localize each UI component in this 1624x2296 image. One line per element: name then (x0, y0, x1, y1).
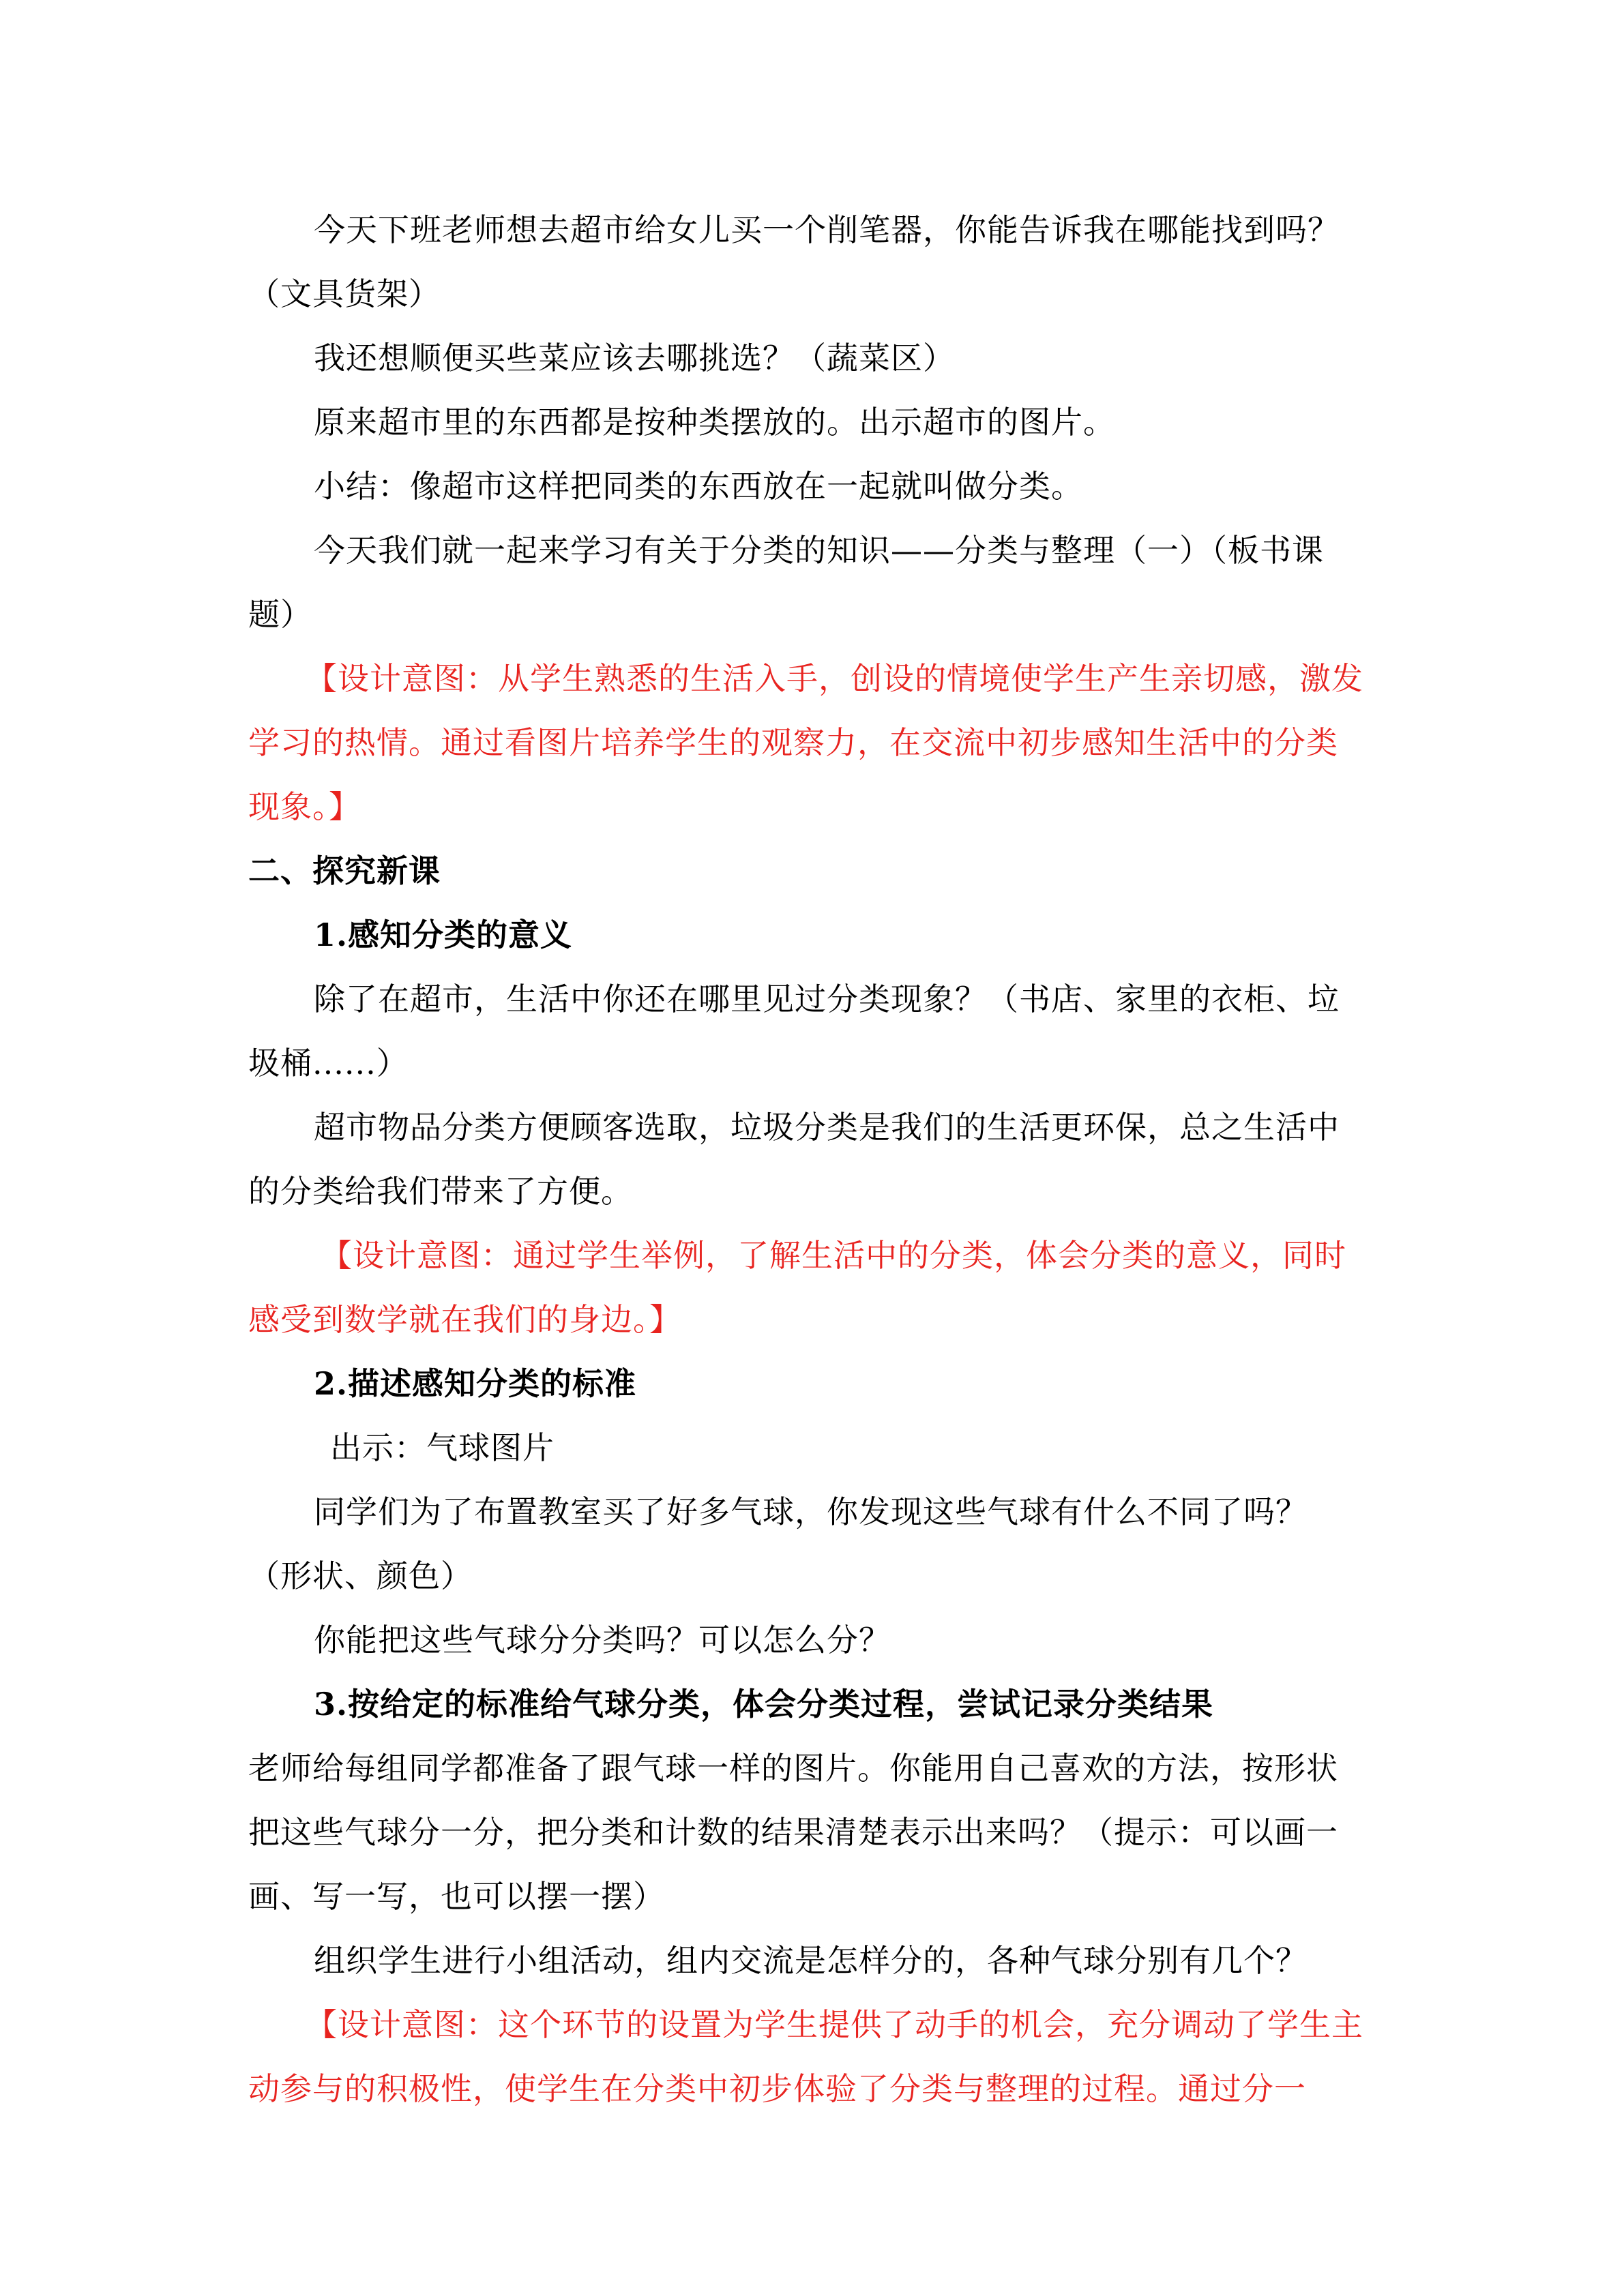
paragraph-line: 题） (248, 596, 312, 633)
paragraph-line: 今天下班老师想去超市给女儿买一个削笔器，你能告诉我在哪能找到吗？ (314, 211, 1340, 248)
subsection-heading: 3.按给定的标准给气球分类，体会分类过程，尝试记录分类结果 (314, 1686, 1214, 1723)
paragraph-line: 你能把这些气球分分类吗？可以怎么分？ (314, 1622, 891, 1658)
design-intent-note: 【设计意图：这个环节的设置为学生提供了动手的机会，充分调动了学生主 (306, 2006, 1363, 2043)
paragraph-line: 组织学生进行小组活动，组内交流是怎样分的，各种气球分别有几个？ (314, 1942, 1308, 1979)
design-intent-note: 感受到数学就在我们的身边。】 (248, 1301, 681, 1338)
paragraph-line: 的分类给我们带来了方便。 (248, 1173, 633, 1210)
paragraph-line: （文具货架） (248, 275, 441, 312)
design-intent-note: 【设计意图：通过学生举例，了解生活中的分类，体会分类的意义，同时 (321, 1237, 1346, 1274)
paragraph-line: 原来超市里的东西都是按种类摆放的。出示超市的图片。 (314, 404, 1115, 441)
design-intent-note: 学习的热情。通过看图片培养学生的观察力，在交流中初步感知生活中的分类 (248, 724, 1338, 761)
section-heading: 二、探究新课 (248, 852, 441, 889)
paragraph-line: 老师给每组同学都准备了跟气球一样的图片。你能用自己喜欢的方法，按形状 (248, 1750, 1338, 1787)
paragraph-line: 圾桶......） (248, 1045, 409, 1082)
paragraph-line: 小结：像超市这样把同类的东西放在一起就叫做分类。 (314, 468, 1083, 505)
paragraph-line: 画、写一写，也可以摆一摆） (248, 1878, 665, 1915)
paragraph-line: 我还想顺便买些菜应该去哪挑选？（蔬菜区） (314, 340, 955, 376)
design-intent-note: 现象。】 (248, 788, 361, 825)
design-intent-note: 动参与的积极性，使学生在分类中初步体验了分类与整理的过程。通过分一 (248, 2070, 1306, 2107)
paragraph-line: 把这些气球分一分，把分类和计数的结果清楚表示出来吗？（提示：可以画一 (248, 1814, 1338, 1851)
paragraph-line: 除了在超市，生活中你还在哪里见过分类现象？（书店、家里的衣柜、垃 (314, 981, 1340, 1017)
subsection-heading: 1.感知分类的意义 (314, 916, 573, 953)
paragraph-line: 今天我们就一起来学习有关于分类的知识——分类与整理（一）（板书课 (314, 532, 1324, 569)
design-intent-note: 【设计意图：从学生熟悉的生活入手，创设的情境使学生产生亲切感，激发 (306, 660, 1363, 697)
paragraph-line: 超市物品分类方便顾客选取，垃圾分类是我们的生活更环保，总之生活中 (314, 1109, 1340, 1146)
subsection-heading: 2.描述感知分类的标准 (314, 1365, 637, 1402)
paragraph-line: 同学们为了布置教室买了好多气球，你发现这些气球有什么不同了吗？ (314, 1493, 1308, 1530)
paragraph-line: 出示：气球图片 (330, 1429, 555, 1466)
paragraph-line: （形状、颜色） (248, 1557, 473, 1594)
